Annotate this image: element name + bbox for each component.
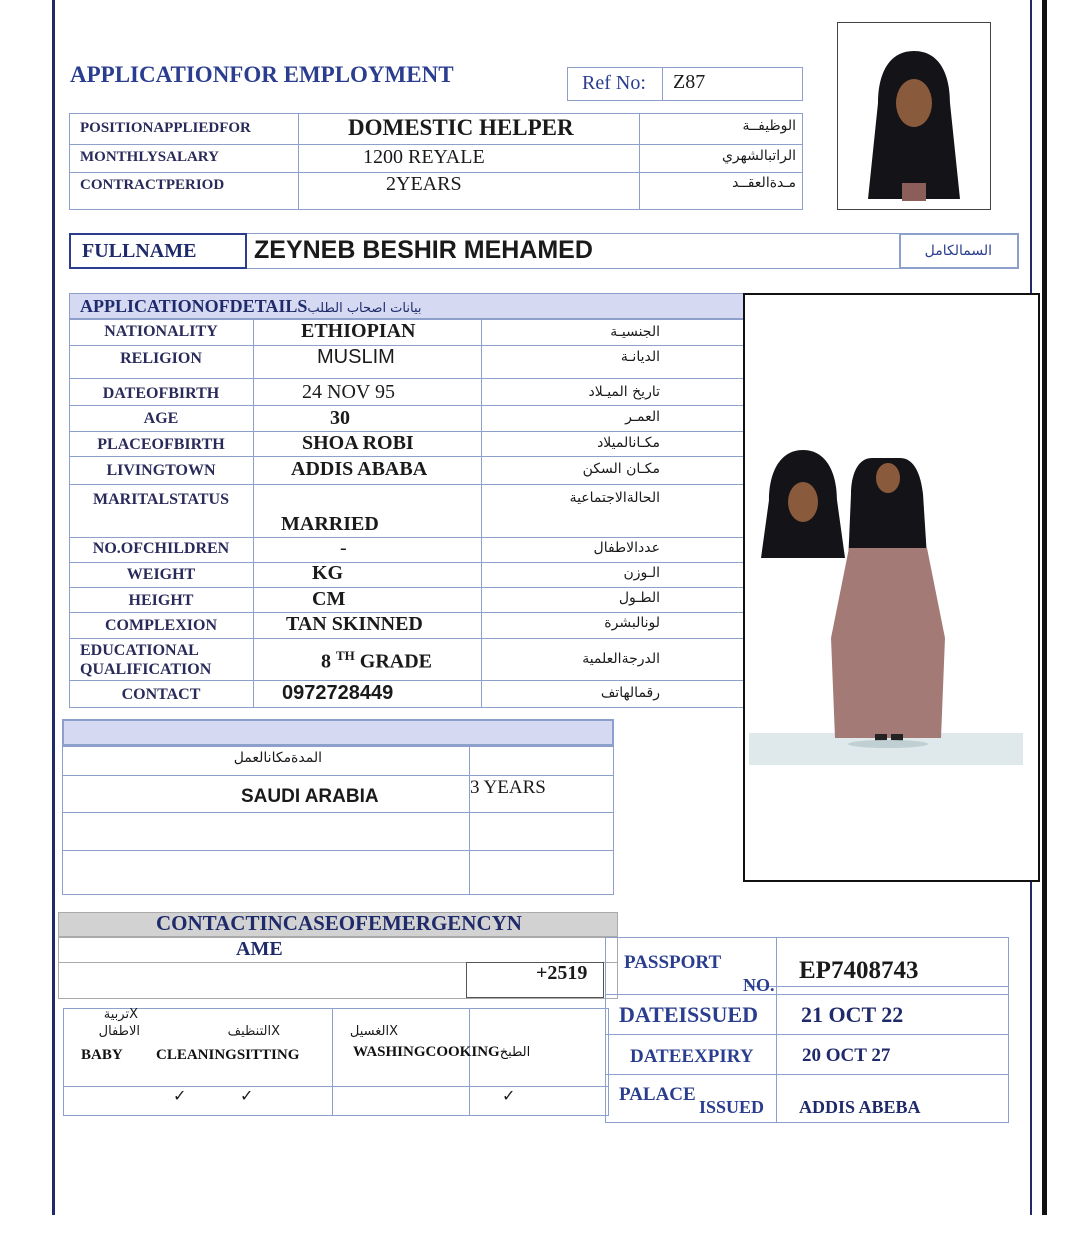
religion-arabic: الديانـة [620,349,660,365]
education-label: EDUCATIONAL QUALIFICATION [80,642,212,678]
experience-country: SAUDI ARABIA [241,786,379,807]
education-value [321,648,432,674]
washing-arabic: Xالغسيل [349,1024,398,1039]
contact-label: CONTACT [121,686,201,703]
expiry-label: DATEEXPIRY [630,1046,754,1067]
marital-value: MARRIED [281,513,379,535]
expiry-value: 20 OCT 27 [802,1045,891,1066]
passport-label: PASSPORT [624,952,722,973]
fullbody-photo [749,438,1023,765]
religion-label: RELIGION [120,350,202,367]
details-header-text: APPLICATIONOFDETAILS [80,296,308,316]
salary-arabic: الراتبالشهري [721,148,796,164]
washing-cooking-text: WASHINGCOOKING [353,1044,500,1060]
ref-label: Ref No: [582,72,646,94]
cooking-check: ✓ [502,1086,516,1105]
livingtown-value: ADDIS ABABA [291,458,428,480]
religion-value: MUSLIM [317,346,395,368]
passport-no-label: NO. [743,975,775,995]
page-left-border [52,0,55,1215]
babysitting-arabic-top: Xتربية [103,1007,138,1022]
pob-label: PLACEOFBIRTH [97,436,225,453]
education-grade-sup: TH [336,648,355,663]
portrait-photo [837,22,991,210]
age-arabic: العمـر [625,409,660,425]
education-grade-word: GRADE [359,650,433,673]
experience-duration: 3 YEARS [470,777,546,798]
issued-label: DATEISSUED [619,1002,758,1027]
salary-label: MONTHLYSALARY [80,149,219,165]
issued-value: 21 OCT 22 [801,1002,904,1027]
cleaning-check: ✓ [240,1086,254,1105]
contact-arabic: رقمالهاتف [600,685,660,701]
nationality-label: NATIONALITY [104,323,218,340]
livingtown-label: LIVINGTOWN [106,462,216,479]
contract-arabic: مـدةالعقــد [732,175,796,191]
cooking-arabic: الطبخ [499,1045,531,1060]
education-grade-number: 8 [321,650,331,673]
weight-arabic: الـوزن [623,565,660,581]
age-label: AGE [143,410,179,427]
salary-value: 1200 REYALE [363,146,485,168]
complexion-label: COMPLEXION [105,617,217,634]
emergency-phone: +2519 [536,962,588,984]
position-value: DOMESTIC HELPER [348,115,574,140]
form-title: APPLICATIONFOR EMPLOYMENT [70,62,454,87]
weight-label: WEIGHT [126,566,196,583]
children-label: NO.OFCHILDREN [92,540,230,557]
education-arabic: الدرجةالعلمية [582,651,660,667]
experience-header-arabic: المدةمكانالعمل [233,750,322,766]
washing-cooking-label [353,1044,530,1061]
complexion-arabic: لونالبشرة [604,615,660,631]
place-value: ADDIS ABEBA [799,1097,921,1117]
fullname-label: FULLNAME [82,240,197,262]
position-arabic: الوظيفــة [742,118,796,134]
nationality-value: ETHIOPIAN [301,320,416,342]
babysitting-check: ✓ [173,1086,187,1105]
babysitting-arabic: الاطفال [98,1024,140,1039]
marital-arabic: الحالةالاجتماعية [569,490,660,506]
place-label: PALACE [619,1084,696,1105]
pob-value: SHOA ROBI [302,432,414,454]
skills-table [63,1008,609,1116]
dob-arabic: تاريخ الميـلاد [588,384,660,400]
contact-value: 0972728449 [282,682,394,704]
age-value: 30 [330,407,350,429]
cleaning-arabic: Xالتنظيف [227,1024,280,1039]
experience-table [62,746,614,895]
height-value: CM [312,588,346,610]
fullname-arabic: السمالكامل [924,243,992,259]
position-label: POSITIONAPPLIEDFOR [80,120,251,136]
marital-label: MARITALSTATUS [92,491,230,508]
dob-value: 24 NOV 95 [302,381,395,403]
dob-label: DATEOFBIRTH [102,385,220,402]
pob-arabic: مكـانالميلاد [597,435,660,451]
children-arabic: عددالاطفال [593,540,660,556]
contract-value: 2YEARS [386,173,462,195]
passport-number: EP7408743 [799,957,919,984]
children-value: - [340,537,347,559]
cleaning-sitting-label: CLEANINGSITTING [156,1047,300,1063]
height-arabic: الطـول [618,590,660,606]
nationality-arabic: الجنسيـة [610,324,660,340]
experience-header-bar [62,719,614,746]
details-header [80,296,422,317]
height-label: HEIGHT [128,592,194,609]
emergency-header: CONTACTINCASEOFEMERGENCYN [156,911,522,935]
fullname-value: ZEYNEB BESHIR MEHAMED [254,236,593,264]
details-header-arabic: بيانات اصحاب الطلب [307,301,422,316]
ref-value: Z87 [673,71,706,93]
emergency-header-cont: AME [236,938,283,960]
complexion-value: TAN SKINNED [286,613,423,635]
weight-value: KG [312,562,344,584]
page-right-edge [1042,0,1047,1215]
place-label-issued: ISSUED [699,1097,765,1117]
baby-label: BABY [81,1047,123,1063]
livingtown-arabic: مكـان السكن [582,461,660,477]
contract-label: CONTRACTPERIOD [80,177,225,193]
